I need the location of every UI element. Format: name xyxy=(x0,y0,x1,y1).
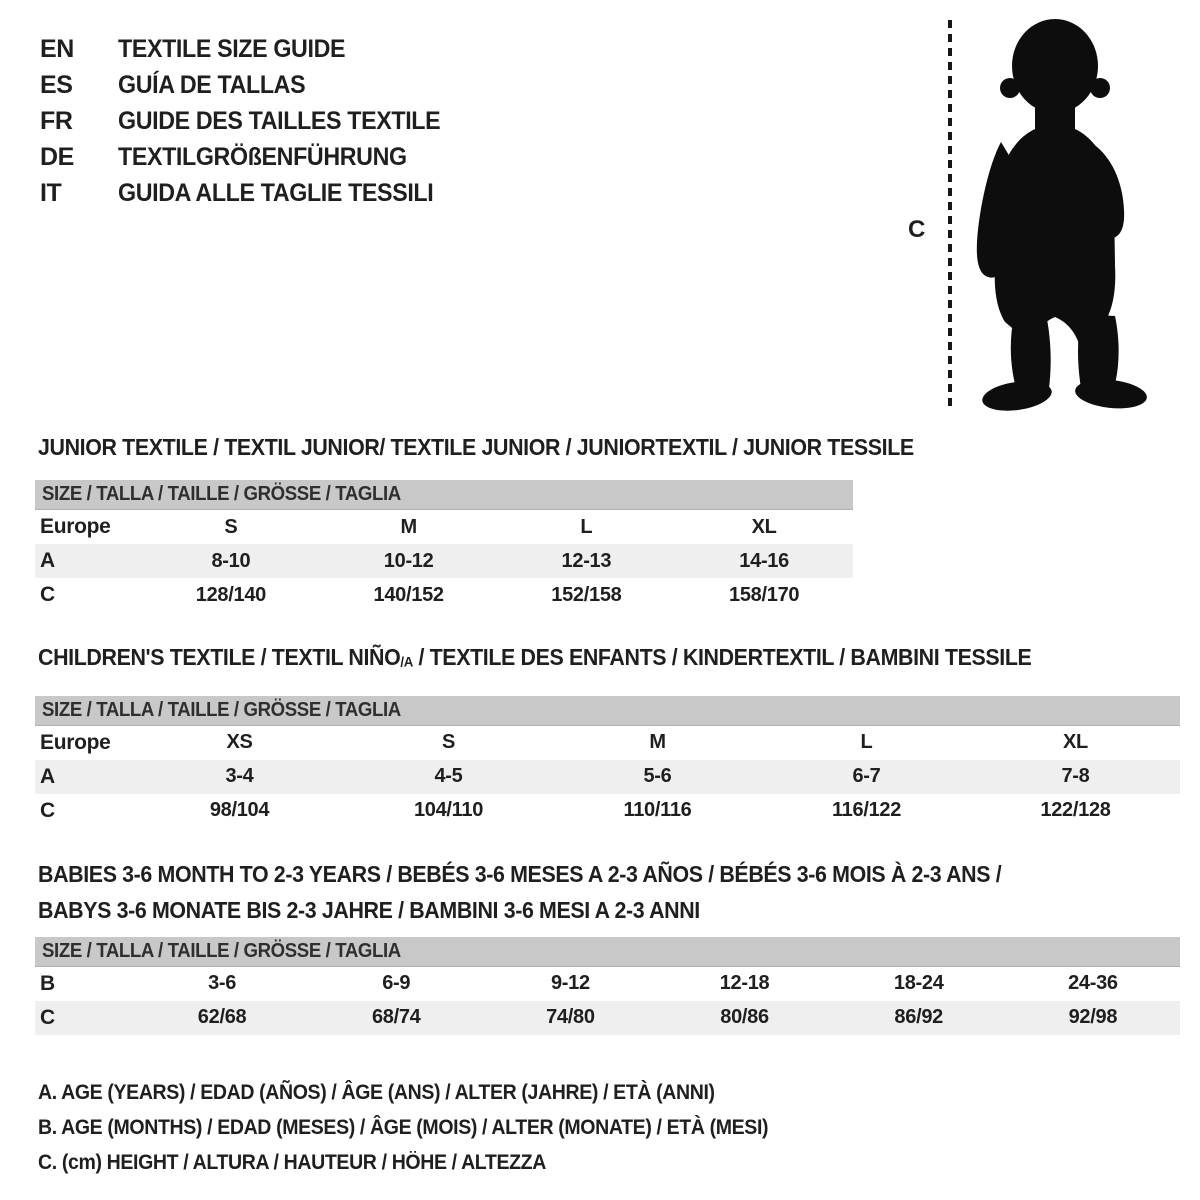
height-cell: 110/116 xyxy=(623,799,692,822)
guide-title: TEXTILE SIZE GUIDE xyxy=(118,34,346,63)
height-cell: 92/98 xyxy=(1006,1001,1180,1035)
height-cell: 116/122 xyxy=(831,799,902,822)
size-header-text: SIZE / TALLA / TAILLE / GRÖSSE / TAGLIA xyxy=(42,698,401,721)
age-cell: 14-16 xyxy=(675,544,853,578)
months-cell: 9-12 xyxy=(550,972,590,995)
age-cell: 3-4 xyxy=(135,760,344,794)
guide-title: GUIDA ALLE TAGLIE TESSILI xyxy=(118,178,434,207)
size-cell: L xyxy=(860,731,873,754)
legend-line-c xyxy=(38,1145,1200,1180)
size-header-band xyxy=(35,696,1180,726)
age-cell: 12-13 xyxy=(498,544,676,578)
children-title-suffix: / TEXTILE DES ENFANTS / KINDERTEXTIL / BAMBINI TESSILE xyxy=(412,644,1032,670)
toddler-silhouette xyxy=(977,19,1148,414)
height-cell: 140/152 xyxy=(373,583,444,606)
row-label: Europe xyxy=(40,730,111,754)
row-label: B xyxy=(40,971,55,995)
size-header-band xyxy=(35,480,853,510)
table-row xyxy=(35,510,853,545)
height-cell: 62/68 xyxy=(135,1001,309,1035)
legend-line-c-text: C. (cm) HEIGHT / ALTURA / HAUTEUR / HÖHE / ALTEZZA xyxy=(38,1150,546,1174)
toddler-silhouette-icon xyxy=(905,12,1195,414)
junior-section xyxy=(0,434,1200,612)
row-label: C xyxy=(35,1001,135,1035)
height-cell: 98/104 xyxy=(209,799,270,822)
months-cell: 3-6 xyxy=(208,972,237,995)
age-cell: 10-12 xyxy=(320,544,498,578)
age-cell: 6-7 xyxy=(762,760,971,794)
children-title-sub: /A xyxy=(400,654,413,671)
babies-title-line1: BABIES 3-6 MONTH TO 2-3 YEARS / BEBÉS 3-6 MESES A 2-3 AÑOS / BÉBÉS 3-6 MOIS À 2-3 ANS / xyxy=(38,860,1002,887)
height-cell: 104/110 xyxy=(413,799,484,822)
measure-c-label: C xyxy=(908,216,926,243)
table-row xyxy=(35,544,853,578)
language-code: ES xyxy=(40,70,73,99)
size-header-text: SIZE / TALLA / TAILLE / GRÖSSE / TAGLIA xyxy=(42,483,401,505)
months-cell: 12-18 xyxy=(719,972,770,995)
junior-section-title-text: JUNIOR TEXTILE / TEXTIL JUNIOR/ TEXTILE JUNIOR / JUNIORTEXTIL / JUNIOR TESSILE xyxy=(38,434,914,460)
children-title-prefix: CHILDREN'S TEXTILE / TEXTIL NIÑO xyxy=(38,644,401,670)
height-cell: 152/158 xyxy=(551,583,622,606)
size-cell: M xyxy=(649,731,666,754)
size-header-text: SIZE / TALLA / TAILLE / GRÖSSE / TAGLIA xyxy=(42,939,401,962)
row-label: A xyxy=(35,760,135,794)
language-code: DE xyxy=(40,142,74,171)
size-cell: XS xyxy=(226,731,253,754)
children-section-title xyxy=(38,644,1200,676)
guide-title: TEXTILGRÖßENFÜHRUNG xyxy=(118,142,407,171)
row-label: C xyxy=(40,583,55,606)
table-row xyxy=(35,578,853,612)
legend-line-b-text: B. AGE (MONTHS) / EDAD (MESES) / ÂGE (MOIS) / ALTER (MONATE) / ETÀ (MESI) xyxy=(38,1115,769,1139)
height-cell: 68/74 xyxy=(309,1001,483,1035)
size-cell: M xyxy=(400,515,417,538)
children-section-title-text xyxy=(38,644,1031,676)
legend-line-a-text: A. AGE (YEARS) / EDAD (AÑOS) / ÂGE (ANS) / ALTER (JAHRE) / ETÀ (ANNI) xyxy=(38,1080,715,1104)
size-header-band xyxy=(35,937,1180,967)
table-row xyxy=(35,760,1180,794)
row-label: A xyxy=(35,544,142,578)
size-cell: XL xyxy=(1063,731,1088,754)
language-code: EN xyxy=(40,34,74,63)
height-cell: 86/92 xyxy=(832,1001,1006,1035)
size-cell: S xyxy=(441,731,456,754)
size-cell: L xyxy=(580,515,593,538)
legend-line-a xyxy=(38,1075,1200,1110)
size-cell: XL xyxy=(751,515,777,538)
row-label: Europe xyxy=(40,515,111,538)
guide-title: GUÍA DE TALLAS xyxy=(118,70,306,99)
junior-size-table xyxy=(35,480,853,612)
age-cell: 8-10 xyxy=(142,544,320,578)
height-cell: 122/128 xyxy=(1040,799,1111,822)
babies-section xyxy=(0,856,1200,1035)
table-row xyxy=(35,794,1180,828)
height-cell: 128/140 xyxy=(195,583,266,606)
months-cell: 18-24 xyxy=(893,972,944,995)
months-cell: 6-9 xyxy=(382,972,411,995)
children-size-table xyxy=(35,696,1180,828)
language-code: FR xyxy=(40,106,73,135)
size-cell: S xyxy=(224,515,238,538)
age-cell: 5-6 xyxy=(553,760,762,794)
table-row xyxy=(35,1001,1180,1035)
height-cell: 158/170 xyxy=(729,583,800,606)
measurement-legend xyxy=(38,1075,1200,1180)
language-code: IT xyxy=(40,178,62,207)
row-label: C xyxy=(40,798,55,822)
junior-section-title xyxy=(38,434,1200,460)
legend-line-b xyxy=(38,1110,1200,1145)
height-cell: 80/86 xyxy=(657,1001,831,1035)
babies-title-line2: BABYS 3-6 MONATE BIS 2-3 JAHRE / BAMBINI 3-6 MESI A 2-3 ANNI xyxy=(38,896,700,923)
table-row xyxy=(35,966,1180,1001)
age-cell: 4-5 xyxy=(344,760,553,794)
babies-section-title xyxy=(38,856,1200,928)
age-cell: 7-8 xyxy=(971,760,1180,794)
months-cell: 24-36 xyxy=(1068,972,1118,995)
table-row xyxy=(35,725,1180,760)
babies-size-table xyxy=(35,937,1180,1035)
children-section xyxy=(0,644,1200,828)
height-cell: 74/80 xyxy=(483,1001,657,1035)
guide-title: GUIDE DES TAILLES TEXTILE xyxy=(118,106,441,135)
